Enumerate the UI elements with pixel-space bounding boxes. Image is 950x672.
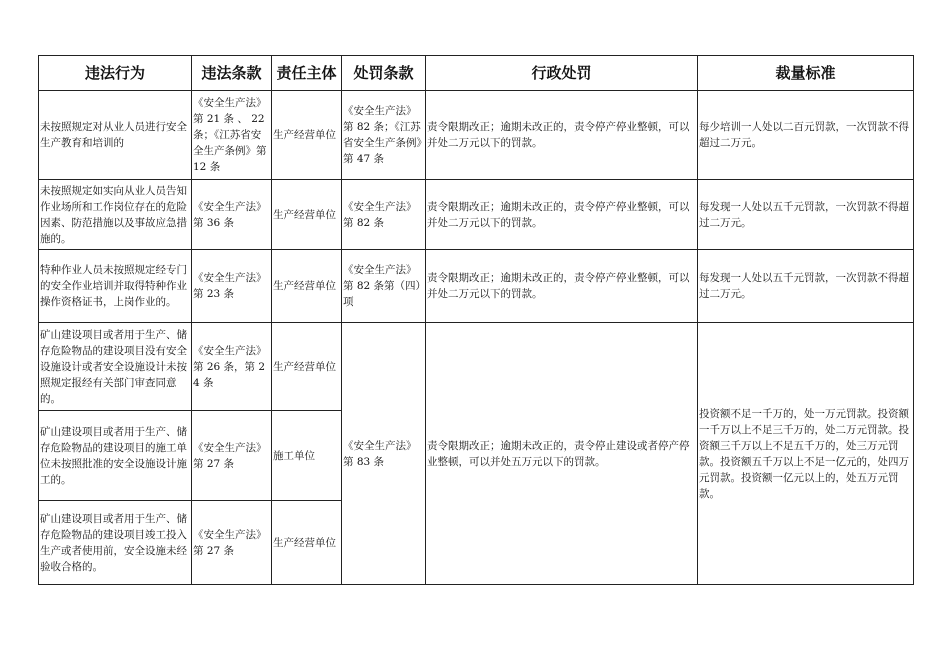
cell-subject: 施工单位: [272, 411, 342, 501]
cell-subject: 生产经营单位: [272, 250, 342, 323]
cell-standard-merged: 投资额不足一千万的，处一万元罚款。投资额一千万以上不足三千万的，处二万元罚款。投资额三千万以上不足五千万的，处三万元罚款。投资额五千万以上不足一亿元的，处四万元罚款。投资额一亿元以上的，处五万元罚款。: [698, 323, 914, 585]
cell-penalty: 《安全生产法》第 82 条: [342, 180, 426, 250]
header-article: 违法条款: [192, 56, 272, 91]
cell-act: 未按照规定对从业人员进行安全生产教育和培训的: [39, 91, 192, 180]
table-row: [39, 250, 914, 323]
cell-article: 《安全生产法》第 36 条: [192, 180, 272, 250]
table-row: [39, 91, 914, 180]
cell-penalty: 《安全生产法》第 82 条；《江苏省安全生产条例》第 47 条: [342, 91, 426, 180]
penalty-table: [38, 55, 914, 585]
cell-act: 未按照规定如实向从业人员告知作业场所和工作岗位存在的危险因素、防范措施以及事故应急措施的。: [39, 180, 192, 250]
cell-article: 《安全生产法》第 26 条，第 24 条: [192, 323, 272, 411]
cell-act: 特种作业人员未按照规定经专门的安全作业培训并取得特种作业操作资格证书，上岗作业的。: [39, 250, 192, 323]
cell-article: 《安全生产法》第 23 条: [192, 250, 272, 323]
cell-act: 矿山建设项目或者用于生产、储存危险物品的建设项目的施工单位未按照批准的安全设施设计施工的。: [39, 411, 192, 501]
cell-act: 矿山建设项目或者用于生产、储存危险物品的建设项目竣工投入生产或者使用前，安全设施未经验收合格的。: [39, 501, 192, 585]
header-row: [39, 56, 914, 91]
cell-act: 矿山建设项目或者用于生产、储存危险物品的建设项目没有安全设施设计或者安全设施设计未按照规定报经有关部门审查同意的。: [39, 323, 192, 411]
header-subject: 责任主体: [272, 56, 342, 91]
cell-subject: 生产经营单位: [272, 180, 342, 250]
cell-article: 《安全生产法》第 21 条 、 22 条；《江苏省安全生产条例》第 12 条: [192, 91, 272, 180]
cell-penalty: 《安全生产法》第 82 条第（四）项: [342, 250, 426, 323]
cell-standard: 每发现一人处以五千元罚款，一次罚款不得超过二万元。: [698, 250, 914, 323]
cell-subject: 生产经营单位: [272, 323, 342, 411]
cell-admin: 责令限期改正；逾期未改正的，责令停产停业整顿，可以并处二万元以下的罚款。: [426, 91, 698, 180]
cell-penalty-merged: 《安全生产法》第 83 条: [342, 323, 426, 585]
cell-standard: 每少培训一人处以二百元罚款，一次罚款不得超过二万元。: [698, 91, 914, 180]
header-standard: 裁量标准: [698, 56, 914, 91]
cell-article: 《安全生产法》第 27 条: [192, 411, 272, 501]
cell-admin: 责令限期改正；逾期未改正的，责令停产停业整顿，可以并处二万元以下的罚款。: [426, 180, 698, 250]
table-row: [39, 323, 914, 411]
cell-admin: 责令限期改正；逾期未改正的，责令停产停业整顿，可以并处二万元以下的罚款。: [426, 250, 698, 323]
table-row: [39, 180, 914, 250]
cell-standard: 每发现一人处以五千元罚款，一次罚款不得超过二万元。: [698, 180, 914, 250]
cell-admin-merged: 责令限期改正；逾期未改正的，责令停止建设或者停产停业整顿，可以并处五万元以下的罚款。: [426, 323, 698, 585]
header-admin: 行政处罚: [426, 56, 698, 91]
cell-subject: 生产经营单位: [272, 91, 342, 180]
header-act: 违法行为: [39, 56, 192, 91]
cell-subject: 生产经营单位: [272, 501, 342, 585]
header-penalty: 处罚条款: [342, 56, 426, 91]
cell-article: 《安全生产法》第 27 条: [192, 501, 272, 585]
